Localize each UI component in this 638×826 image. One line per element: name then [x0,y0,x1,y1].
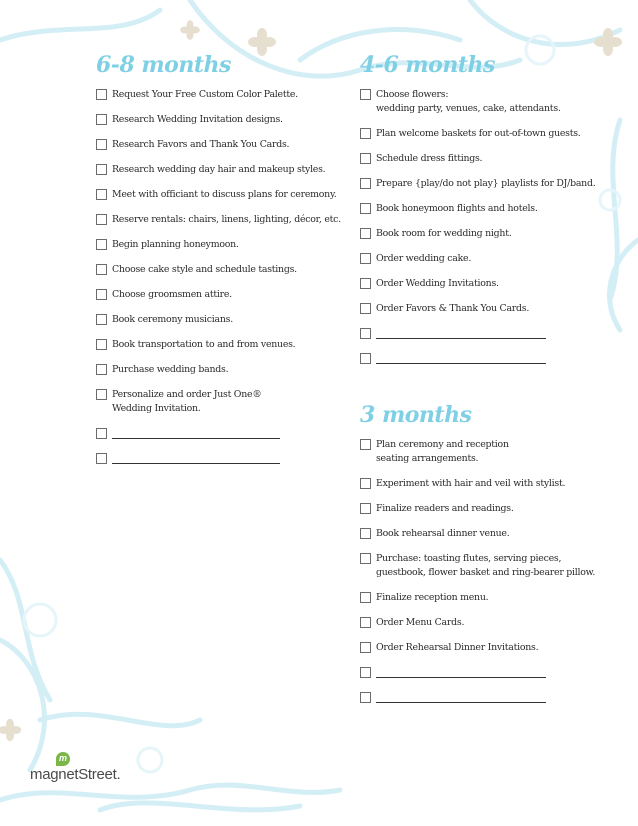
item-label: Schedule dress fittings. [376,153,483,164]
list-item [360,88,632,116]
section-title: 3 months [360,402,472,428]
list-item [96,88,354,102]
checkbox[interactable] [96,428,107,439]
checkbox[interactable] [360,642,371,653]
list-item [96,288,354,302]
checkbox[interactable] [96,239,107,250]
blank-list-item [360,352,632,366]
list-item [360,227,632,241]
checkbox[interactable] [96,314,107,325]
list-item [360,591,632,605]
blank-list-item [96,452,354,466]
item-label: Meet with officiant to discuss plans for ceremony. [112,189,337,200]
item-label: Book transportation to and from venues. [112,339,296,350]
item-label: Plan welcome baskets for out-of-town guests. [376,128,581,139]
item-label: Choose flowers: wedding party, venues, cake, attendants. [376,89,561,114]
item-label: Choose cake style and schedule tastings. [112,264,297,275]
logo-mark-icon: m [56,752,70,766]
item-label: Begin planning honeymoon. [112,239,239,250]
list-item [360,552,632,580]
item-label: Order Menu Cards. [376,617,465,628]
checkbox[interactable] [96,389,107,400]
section-title: 6-8 months [96,52,231,78]
item-label: Book room for wedding night. [376,228,512,239]
list-item [360,177,632,191]
list-item [96,188,354,202]
list-item [360,477,632,491]
checkbox[interactable] [360,667,371,678]
item-label: Order Favors & Thank You Cards. [376,303,530,314]
item-label: Book honeymoon flights and hotels. [376,203,538,214]
blank-list-item [360,327,632,341]
checkbox[interactable] [360,128,371,139]
magnetstreet-logo [30,752,140,792]
blank-line[interactable] [376,691,546,703]
item-label: Choose groomsmen attire. [112,289,232,300]
item-label: Purchase wedding bands. [112,364,229,375]
list-item [360,502,632,516]
list-item [96,238,354,252]
checkbox[interactable] [360,617,371,628]
section-6-8-months [96,48,354,477]
checkbox[interactable] [360,353,371,364]
item-label: Order Wedding Invitations. [376,278,499,289]
checkbox[interactable] [96,264,107,275]
checkbox[interactable] [360,228,371,239]
checkbox[interactable] [96,164,107,175]
checklist [96,88,354,466]
section-4-6-months [360,48,632,377]
checkbox[interactable] [360,278,371,289]
blank-list-item [360,691,632,705]
list-item [360,252,632,266]
checkbox[interactable] [360,328,371,339]
checklist [360,438,632,705]
section-3-months [360,398,632,716]
item-label: Order wedding cake. [376,253,472,264]
checkbox[interactable] [96,214,107,225]
list-item [96,388,354,416]
checkbox[interactable] [360,153,371,164]
checkbox[interactable] [360,692,371,703]
section-title: 4-6 months [360,52,495,78]
list-item [360,527,632,541]
list-item [96,338,354,352]
item-label: Purchase: toasting flutes, serving pieces, guestbook, flower basket and ring-bearer pillow. [376,553,596,578]
checkbox[interactable] [360,503,371,514]
checkbox[interactable] [96,139,107,150]
checkbox[interactable] [360,178,371,189]
checkbox[interactable] [360,303,371,314]
list-item [360,438,632,466]
list-item [96,138,354,152]
checkbox[interactable] [360,203,371,214]
checkbox[interactable] [96,453,107,464]
blank-line[interactable] [112,427,280,439]
blank-line[interactable] [376,352,546,364]
list-item [360,202,632,216]
item-label: Prepare {play/do not play} playlists for DJ/band. [376,178,596,189]
item-label: Finalize reception menu. [376,592,489,603]
list-item [360,277,632,291]
checkbox[interactable] [96,189,107,200]
list-item [360,302,632,316]
checkbox[interactable] [360,528,371,539]
list-item [360,616,632,630]
item-label: Finalize readers and readings. [376,503,514,514]
item-label: Book rehearsal dinner venue. [376,528,510,539]
item-label: Experiment with hair and veil with stylist. [376,478,566,489]
list-item [96,363,354,377]
checkbox[interactable] [96,339,107,350]
checkbox[interactable] [96,289,107,300]
list-item [96,313,354,327]
checkbox[interactable] [360,89,371,100]
list-item [360,152,632,166]
blank-list-item [96,427,354,441]
list-item [96,113,354,127]
list-item [96,163,354,177]
blank-list-item [360,666,632,680]
checkbox[interactable] [360,553,371,564]
list-item [96,213,354,227]
checkbox[interactable] [360,439,371,450]
checkbox[interactable] [360,592,371,603]
list-item [96,263,354,277]
item-label: Request Your Free Custom Color Palette. [112,89,298,100]
checkbox[interactable] [96,89,107,100]
item-label: Research Wedding Invitation designs. [112,114,283,125]
blank-line[interactable] [376,666,546,678]
checkbox[interactable] [360,478,371,489]
item-label: Reserve rentals: chairs, linens, lighting, décor, etc. [112,214,341,225]
list-item [360,641,632,655]
item-label: Order Rehearsal Dinner Invitations. [376,642,539,653]
list-item [360,127,632,141]
checkbox[interactable] [96,364,107,375]
checkbox[interactable] [96,114,107,125]
item-label: Plan ceremony and reception seating arrangements. [376,439,509,464]
item-label: Research wedding day hair and makeup styles. [112,164,326,175]
logo-text: magnetStreet. [30,766,121,783]
checkbox[interactable] [360,253,371,264]
checklist [360,88,632,366]
item-label: Research Favors and Thank You Cards. [112,139,290,150]
item-label: Book ceremony musicians. [112,314,233,325]
blank-line[interactable] [112,452,280,464]
item-label: Personalize and order Just One® Wedding Invitation. [112,389,262,414]
blank-line[interactable] [376,327,546,339]
